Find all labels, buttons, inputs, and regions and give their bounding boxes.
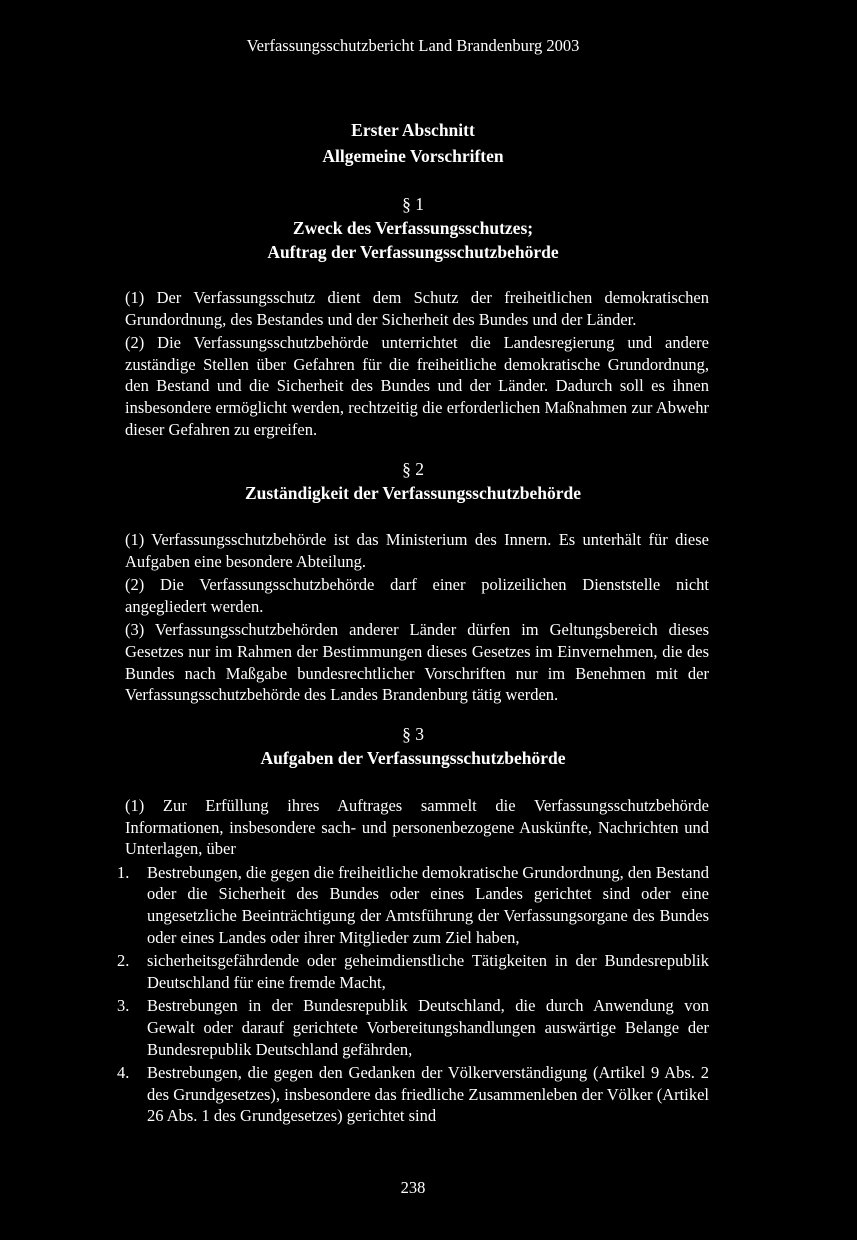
list-number: 1. (117, 862, 130, 882)
paragraph: (2) Die Verfassungsschutzbehörde unterrichtet die Landesregierung und andere zuständige Stellen über Gefahren für die freiheitliche demokratische Grundordnung, den Bestand und die Sicherheit des Bundes und der Länder. Dadurch soll es ihnen insbesondere ermöglicht werden, rechtzeitig die erforderlichen Maßnahmen zur Abwehr dieser Gefahren zu ergreifen. (125, 333, 709, 439)
page-number: 238 (400, 1178, 426, 1197)
document-page (117, 0, 709, 1240)
list-text: sicherheitsgefährdende oder geheimdienstliche Tätigkeiten in der Bundesrepublik Deutschland für eine fremde Macht, (147, 951, 709, 992)
section-title: Zweck des Verfassungsschutzes; (292, 218, 534, 238)
list-item (117, 1062, 709, 1127)
paragraph: (1) Zur Erfüllung ihres Auftrages sammelt die Verfassungsschutzbehörde Informationen, insbesondere sach- und personenbezogene Auskünfte, Nachrichten und Unterlagen, über (125, 796, 709, 859)
list-item (117, 862, 709, 948)
section-number: § 3 (402, 724, 424, 744)
paragraph: (1) Der Verfassungsschutz dient dem Schutz der freiheitlichen demokratischen Grundordnung, des Bestandes und der Sicherheit des Bundes und der Länder. (125, 288, 709, 329)
numbered-list (117, 862, 709, 1127)
chapter-label: Erster Abschnitt (351, 120, 475, 140)
section-title-continued: Auftrag der Verfassungsschutzbehörde (267, 242, 559, 262)
list-text: Bestrebungen, die gegen die freiheitliche demokratische Grundordnung, den Bestand oder die Sicherheit des Bundes oder eines Landes gerichtet sind oder eine ungesetzliche Beeinträchtigung der Amtsführung der Verfassungsorgane des Bundes oder eines Landes oder ihrer Mitglieder zum Ziel haben, (147, 862, 709, 947)
section-title: Zuständigkeit der Verfassungsschutzbehörde (244, 483, 582, 503)
section-1-heading (117, 192, 709, 264)
running-head: Verfassungsschutzbericht Land Brandenburg 2003 (246, 36, 580, 55)
paragraph: (1) Verfassungsschutzbehörde ist das Ministerium des Innern. Es unterhält für diese Aufgaben eine besondere Abteilung. (125, 530, 709, 571)
list-text: Bestrebungen, die gegen den Gedanken der Völkerverständigung (Artikel 9 Abs. 2 des Grundgesetzes), insbesondere das friedliche Zusammenleben der Völker (Artikel 26 Abs. 1 des Grundgesetzes) gerichtet sind (147, 1063, 709, 1126)
list-text: Bestrebungen in der Bundesrepublik Deutschland, die durch Anwendung von Gewalt oder darauf gerichtete Vorbereitungshandlungen auswärtige Belange der Bundesrepublik Deutschland gefährden, (147, 996, 709, 1059)
paragraph: (3) Verfassungsschutzbehörden anderer Länder dürfen im Geltungsbereich dieses Gesetzes nur im Rahmen der Bestimmungen dieses Gesetzes im Einvernehmen, die des Bundes nach Maßgabe bundesrechtlicher Vorschriften nur im Benehmen mit der Verfassungsschutzbehörde des Landes Brandenburg tätig werden. (125, 620, 709, 705)
list-number: 3. (117, 996, 130, 1016)
list-number: 4. (117, 1063, 130, 1083)
section-number: § 2 (402, 459, 424, 479)
section-title: Aufgaben der Verfassungsschutzbehörde (260, 748, 566, 768)
chapter-heading (117, 117, 709, 169)
chapter-title: Allgemeine Vorschriften (322, 146, 504, 166)
section-number: § 1 (402, 194, 424, 214)
section-3-body (117, 795, 709, 1129)
paragraph: (2) Die Verfassungsschutzbehörde darf einer polizeilichen Dienststelle nicht angegliedert werden. (125, 575, 709, 616)
list-number: 2. (117, 951, 130, 971)
section-2-heading (117, 457, 709, 505)
list-item (117, 995, 709, 1060)
list-item (117, 950, 709, 993)
section-3-heading (117, 722, 709, 770)
section-2-body (125, 529, 709, 708)
section-1-body (125, 287, 709, 442)
